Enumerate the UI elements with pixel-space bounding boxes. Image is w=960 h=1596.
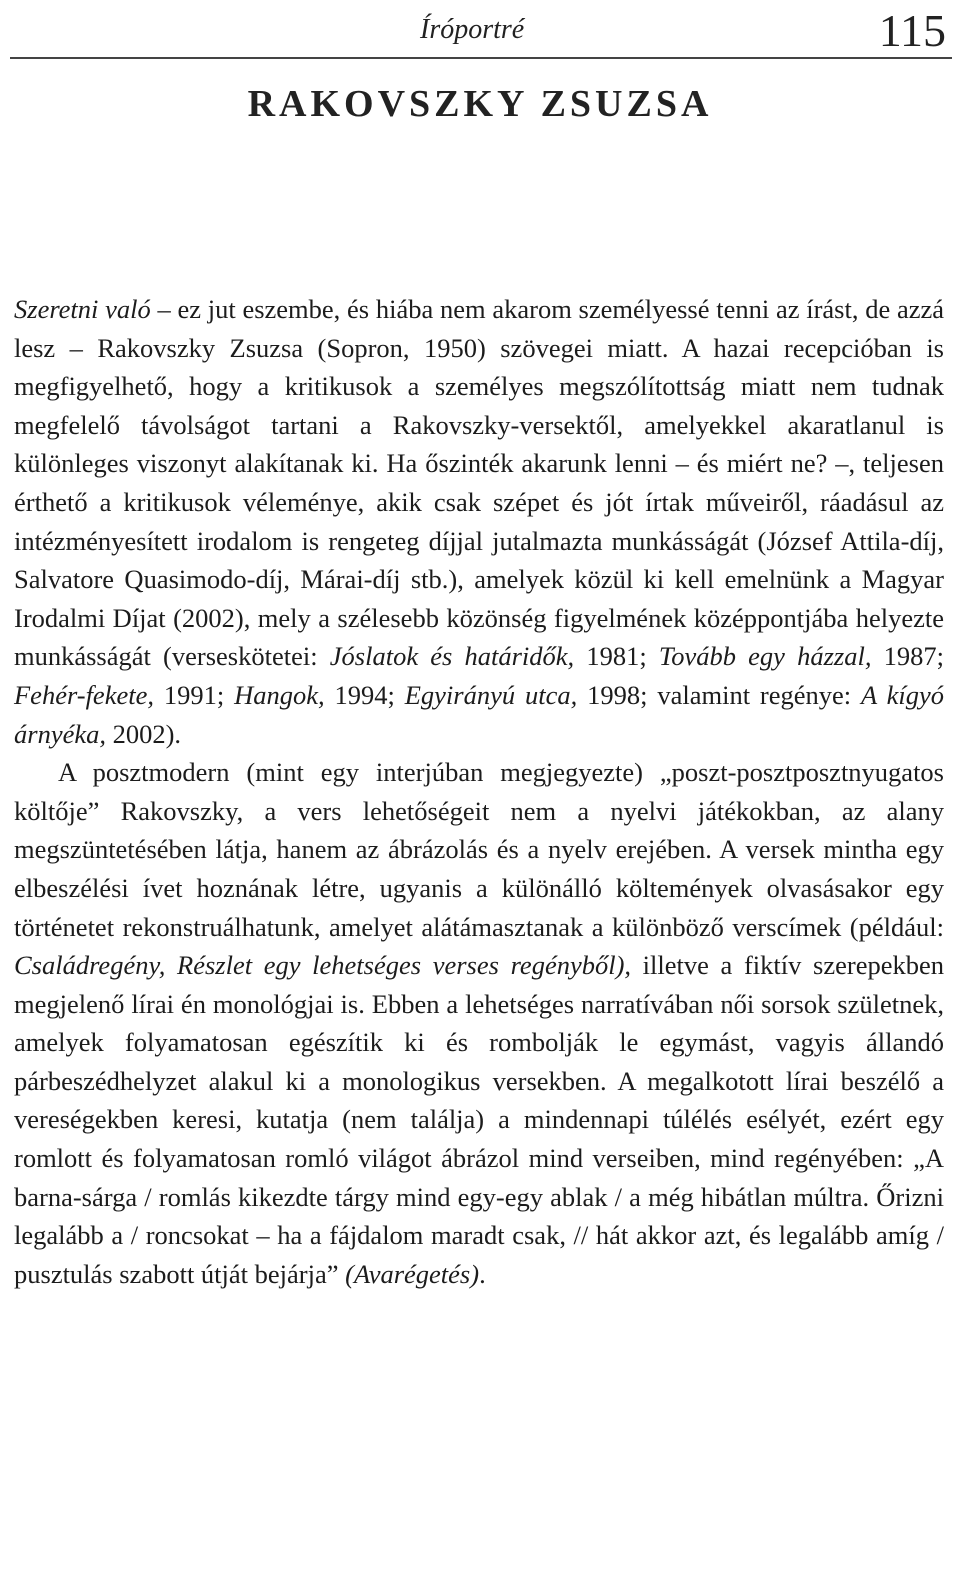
italic-text-run: Családregény, Részlet egy lehetséges verses regényből),	[14, 950, 632, 981]
text-run: – ez jut eszembe, és hiába nem akarom személyessé tenni az írást, de azzá lesz – Rakovszky Zsuzsa (Sopron, 1950) szövegei miatt. A hazai recepcióban is megfigyelhető, hogy a kritikusok a személyes megszólítottság miatt nem tudnak megfelelő távolságot tartani a Rakovszky-versektől, amelyekkel akaratlanul is különleges viszonyt alakítanak ki. Ha őszinték akarunk lenni – és miért ne? –, teljesen érthető a kritikusok véleménye, akik csak szépet és jót írtak műveiről, ráadásul az intézményesített irodalom is rengeteg díjjal jutalmazta munkásságát (József Attila-díj, Salvatore Quasimodo-díj, Márai-díj stb.), amelyek közül ki kell emelnünk a Magyar Irodalmi Díjat (2002), mely a szélesebb közönség figyelmének középpontjába helyezte munkásságát (verseskötetei:	[14, 294, 945, 672]
italic-text-run: Tovább egy házzal,	[658, 641, 872, 672]
text-run: 2002).	[105, 718, 182, 749]
header-rule	[10, 57, 952, 59]
running-header	[0, 0, 960, 60]
italic-text-run: Jóslatok és határidők,	[329, 641, 575, 672]
article-body	[14, 290, 944, 1293]
text-run: A posztmodern (mint egy interjúban megjegyezte) „poszt-posztposztnyugatos költője” Rakovszky, a vers lehetőségeit nem a nyelvi játékokban, az alany megszüntetésében látja, hanem az ábrázolás és a nyelv erejében. A versek mintha egy elbeszélési ívet hoznának létre, ugyanis a különálló költemények olvasásakor egy történetet rekonstruálhatunk, amelyet alátámasztanak a különböző verscímek (például:	[14, 757, 944, 942]
text-run: illetve a fiktív szerepekben megjelenő lírai én monológjai is. Ebben a lehetséges narratívában női sorsok születnek, amelyek folyamatosan egészítik ki és rombolják le egymást, vagyis állandó párbeszédhelyzet alakul ki a monologikus versekben. A megalkotott lírai beszélő a vereségekben keresi, kutatja (nem találja) a mindennapi túlélés esélyét, ezért egy romlott és folyamatosan romló világot ábrázol mind verseiben, mind regényében: „A barna-sárga / romlás kikezdte tárgy mind egy-egy ablak / a még hibátlan múltra. Őrizni legalább a / roncsokat – ha a fájdalom maradt csak, // hát akkor azt, és legalább amíg / pusztulás szabott útját bejárja”	[14, 950, 944, 1289]
italic-text-run: Szeretni való	[14, 294, 151, 324]
text-run: 1998; valamint regénye:	[577, 679, 862, 710]
italic-text-run: Fehér-fekete,	[14, 679, 154, 710]
italic-text-run: Egyirányú utca,	[404, 679, 578, 710]
italic-text-run: A kígyó árnyéka,	[14, 679, 944, 749]
page-number: 115	[878, 5, 946, 56]
section-title: Íróportré	[420, 14, 525, 45]
paragraph-1	[14, 290, 944, 753]
text-run: .	[479, 1258, 486, 1289]
text-run: 1981;	[574, 641, 659, 672]
article-title: RAKOVSZKY ZSUZSA	[247, 83, 713, 125]
paragraph-2	[14, 753, 944, 1293]
text-run: 1987;	[871, 641, 944, 672]
text-run: 1994;	[324, 679, 405, 710]
italic-text-run: (Avarégetés)	[345, 1258, 480, 1289]
text-run: 1991;	[153, 679, 235, 710]
italic-text-run: Hangok,	[234, 679, 325, 710]
